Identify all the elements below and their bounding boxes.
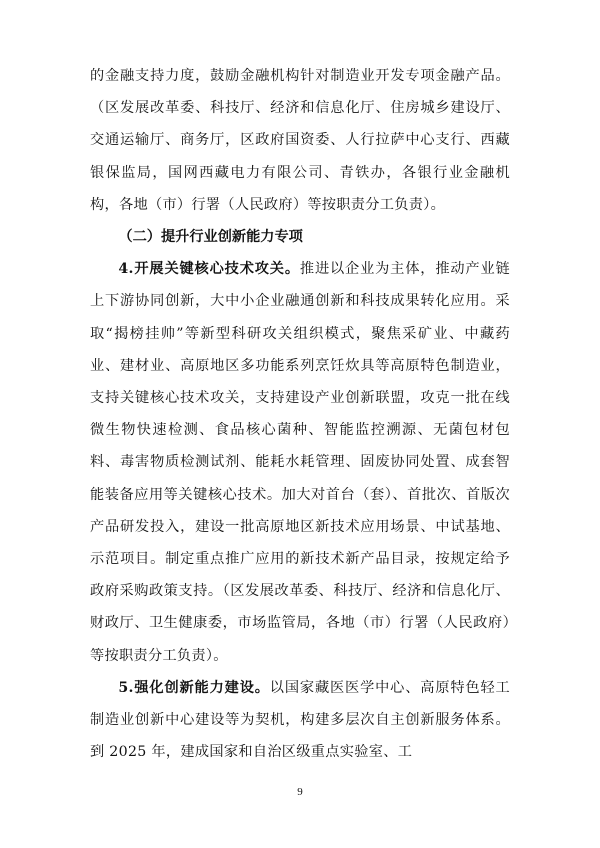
item-4-body: 推进以企业为主体，推动产业链上下游协同创新，大中小企业融通创新和科技成果转化应用。采取“揭榜挂帅”等新型科研攻关组织模式，聚焦采矿业、中藏药业、建材业、高原地区多功能系列烹饪炊具等高原特色制造业，支持关键核心技术攻关，支持建设产业创新联盟，攻克一批在线微生物快速检测、食品核心菌种、智能监控溯源、无菌包材包料、毒害物质检测试剂、能耗水耗管理、固废协同处置、成套智能装备应用等关键核心技术。加大对首台（套）、首批次、首版次产品研发投入，建设一批高原地区新技术应用场景、中试基地、示范项目。制定重点推广应用的新技术新产品目录，按规定给予政府采购政策支持。（区发展改革委、科技厅、经济和信息化厅、财政厅、卫生健康委，市场监管局，各地（市）行署（人民政府）等按职责分工负责）。 [90,261,510,664]
page-number: 9 [297,786,303,798]
item-5-body: 以国家藏医医学中心、高原特色轻工制造业创新中心建设等为契机，构建多层次自主创新服务体系。到 2025 年，建成国家和自治区级重点实验室、工 [90,679,510,761]
item-4-lead: 4.开展关键核心技术攻关。 [118,261,300,278]
section-heading: （二）提升行业创新能力专项 [118,229,303,246]
paragraph-item-4 [90,253,510,672]
document-page [90,60,510,768]
item-5-lead: 5.强化创新能力建设。 [118,679,270,696]
paragraph-continuation: 的金融支持力度，鼓励金融机构针对制造业开发专项金融产品。（区发展改革委、科技厅、经济和信息化厅、住房城乡建设厅、交通运输厅、商务厅，区政府国资委、人行拉萨中心支行、西藏银保监局，国网西藏电力有限公司、青铁办，各银行业金融机构，各地（市）行署（人民政府）等按职责分工负责）。 [90,68,510,213]
paragraph-item-5 [90,672,510,769]
